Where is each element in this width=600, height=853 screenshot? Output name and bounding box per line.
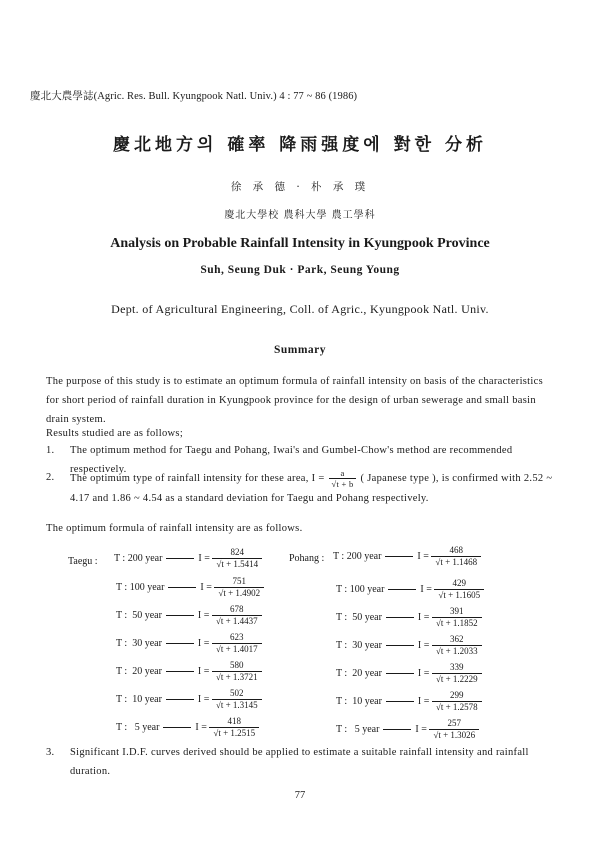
- intensity-fraction: [212, 688, 262, 711]
- leader-dash: [386, 617, 414, 618]
- return-period: T : 100 year: [116, 581, 165, 593]
- fraction-denominator: √t + 1.4437: [215, 616, 258, 626]
- english-affiliation: Dept. of Agricultural Engineering, Coll. of Agric., Kyungpook Natl. Univ.: [111, 302, 489, 316]
- fraction-denominator: √t + 1.3026: [433, 730, 476, 740]
- fraction-denominator: √t + b: [331, 479, 354, 489]
- formula-intro: The optimum formula of rainfall intensity are as follows.: [46, 523, 303, 534]
- intensity-fraction: [432, 634, 482, 657]
- return-period: T : 30 year: [336, 639, 382, 651]
- results-intro: Results studied are as follows;: [46, 428, 184, 439]
- fraction-denominator: √t + 1.3145: [215, 700, 258, 710]
- pohang-formula-row: [336, 578, 484, 601]
- intensity-fraction: [212, 660, 262, 683]
- pohang-formula-row: [336, 690, 482, 713]
- english-authors: Suh, Seung Duk · Park, Seung Young: [200, 264, 400, 276]
- intensity-equals: I =: [420, 583, 435, 595]
- intensity-equals: I =: [417, 611, 432, 623]
- taegu-formula-row: [116, 604, 262, 627]
- korean-authors: 徐 承 德 · 朴 承 璞: [230, 181, 370, 193]
- item-number: 1.: [46, 445, 55, 456]
- fraction-denominator: √t + 1.2229: [435, 674, 478, 684]
- leader-dash: [388, 589, 416, 590]
- fraction-denominator: √t + 1.4902: [218, 588, 261, 598]
- pohang-formula-row: [333, 545, 481, 568]
- return-period: T : 5 year: [116, 721, 160, 733]
- return-period: T : 30 year: [116, 637, 162, 649]
- intensity-fraction: [432, 690, 482, 713]
- leader-dash: [166, 615, 194, 616]
- fraction-numerator: a: [329, 468, 355, 479]
- fraction-denominator: √t + 1.3721: [215, 672, 258, 682]
- result-item-3: [46, 743, 556, 783]
- leader-dash: [166, 699, 194, 700]
- return-period: T : 10 year: [336, 695, 382, 707]
- result-item-2: [46, 468, 556, 516]
- leader-dash: [163, 727, 191, 728]
- pohang-formula-row: [336, 606, 482, 629]
- fraction-denominator: √t + 1.2578: [435, 702, 478, 712]
- intensity-equals: I =: [197, 637, 212, 649]
- journal-citation: 慶北大農學誌(Agric. Res. Bull. Kyungpook Natl. Univ.) 4 : 77 ~ 86 (1986): [30, 91, 358, 102]
- fraction-numerator: 580: [212, 660, 262, 672]
- fraction-numerator: 339: [432, 662, 482, 674]
- summary-heading: Summary: [273, 344, 327, 356]
- return-period: T : 50 year: [116, 609, 162, 621]
- intensity-fraction: [212, 632, 262, 655]
- intensity-equals: I =: [417, 667, 432, 679]
- fraction-numerator: 257: [429, 718, 479, 730]
- fraction-numerator: 468: [431, 545, 481, 557]
- intensity-fraction: [212, 604, 262, 627]
- leader-dash: [386, 673, 414, 674]
- leader-dash: [168, 587, 196, 588]
- return-period: T : 10 year: [116, 693, 162, 705]
- summary-paragraph: The purpose of this study is to estimate an optimum formula of rainfall intensity on basis of the characteristics for short period of rainfall duration in Kyungpook province for the design of urban sewerage and small basin drain system.: [46, 376, 543, 425]
- return-period: T : 200 year: [333, 550, 382, 562]
- return-period: T : 50 year: [336, 611, 382, 623]
- intensity-equals: I =: [197, 693, 212, 705]
- fraction-numerator: 429: [434, 578, 484, 590]
- english-title: Analysis on Probable Rainfall Intensity in Kyungpook Province: [110, 236, 490, 251]
- fraction-denominator: √t + 1.2515: [213, 728, 256, 738]
- leader-dash: [386, 645, 414, 646]
- leader-dash: [383, 729, 411, 730]
- intensity-equals: I =: [198, 552, 213, 564]
- taegu-formula-row: [116, 660, 262, 683]
- pohang-formula-row: [336, 662, 482, 685]
- fraction-numerator: 299: [432, 690, 482, 702]
- intensity-equals: I =: [197, 665, 212, 677]
- intensity-fraction: [434, 578, 484, 601]
- taegu-formula-row: [114, 547, 262, 570]
- intensity-fraction: [209, 716, 259, 739]
- taegu-label: Taegu :: [68, 556, 98, 567]
- leader-dash: [166, 671, 194, 672]
- leader-dash: [385, 556, 413, 557]
- item-text: The optimum method for Taegu and Pohang, Iwai's and Gumbel-Chow's method are recommended respectively.: [70, 445, 513, 475]
- fraction-numerator: 824: [212, 547, 262, 559]
- taegu-formula-row: [116, 716, 259, 739]
- pohang-formula-row: [336, 634, 482, 657]
- item-number: 2.: [46, 472, 55, 483]
- intensity-equals: I =: [195, 721, 210, 733]
- fraction-denominator: √t + 1.2033: [435, 646, 478, 656]
- fraction-denominator: √t + 1.4017: [215, 644, 258, 654]
- intensity-fraction: [429, 718, 479, 741]
- item-text: [70, 468, 556, 508]
- return-period: T : 20 year: [116, 665, 162, 677]
- fraction-denominator: √t + 1.5414: [216, 559, 259, 569]
- pohang-formula-row: [336, 718, 479, 741]
- intensity-fraction: [214, 576, 264, 599]
- intensity-equals: I =: [417, 639, 432, 651]
- fraction-numerator: 751: [214, 576, 264, 588]
- item2-text-post: ( Japanese type ), is confirmed with 2.52 ~ 4.17 and 1.86 ~ 4.54 as a standard deviation for Taegu and Pohang respectively.: [70, 472, 553, 504]
- japanese-type-fraction: [329, 468, 355, 489]
- fraction-numerator: 362: [432, 634, 482, 646]
- intensity-fraction: [432, 662, 482, 685]
- korean-title: 慶北地方의 確率 降雨强度에 對한 分析: [113, 135, 487, 155]
- intensity-fraction: [432, 606, 482, 629]
- fraction-numerator: 391: [432, 606, 482, 618]
- fraction-numerator: 623: [212, 632, 262, 644]
- fraction-denominator: √t + 1.1468: [435, 557, 478, 567]
- intensity-equals: I =: [200, 581, 215, 593]
- pohang-label: Pohang :: [289, 553, 325, 564]
- intensity-fraction: [212, 547, 262, 570]
- leader-dash: [166, 643, 194, 644]
- return-period: T : 20 year: [336, 667, 382, 679]
- taegu-formula-row: [116, 688, 262, 711]
- return-period: T : 200 year: [114, 552, 163, 564]
- taegu-formula-row: [116, 632, 262, 655]
- fraction-numerator: 502: [212, 688, 262, 700]
- fraction-numerator: 678: [212, 604, 262, 616]
- fraction-denominator: √t + 1.1852: [435, 618, 478, 628]
- taegu-formula-row: [116, 576, 264, 599]
- page-number: 77: [294, 790, 306, 801]
- item-number: 3.: [46, 747, 55, 758]
- return-period: T : 100 year: [336, 583, 385, 595]
- leader-dash: [386, 701, 414, 702]
- return-period: T : 5 year: [336, 723, 380, 735]
- intensity-fraction: [431, 545, 481, 568]
- fraction-denominator: √t + 1.1605: [438, 590, 481, 600]
- leader-dash: [166, 558, 194, 559]
- item-text: Significant I.D.F. curves derived should be applied to estimate a suitable rainfall intensity and rainfall duration.: [70, 747, 529, 777]
- intensity-equals: I =: [415, 723, 430, 735]
- intensity-equals: I =: [197, 609, 212, 621]
- item2-text-pre: The optimum type of rainfall intensity for these area, I =: [70, 472, 325, 484]
- korean-affiliation: 慶北大學校 農科大學 農工學科: [224, 210, 376, 221]
- intensity-equals: I =: [417, 550, 432, 562]
- intensity-equals: I =: [417, 695, 432, 707]
- fraction-numerator: 418: [209, 716, 259, 728]
